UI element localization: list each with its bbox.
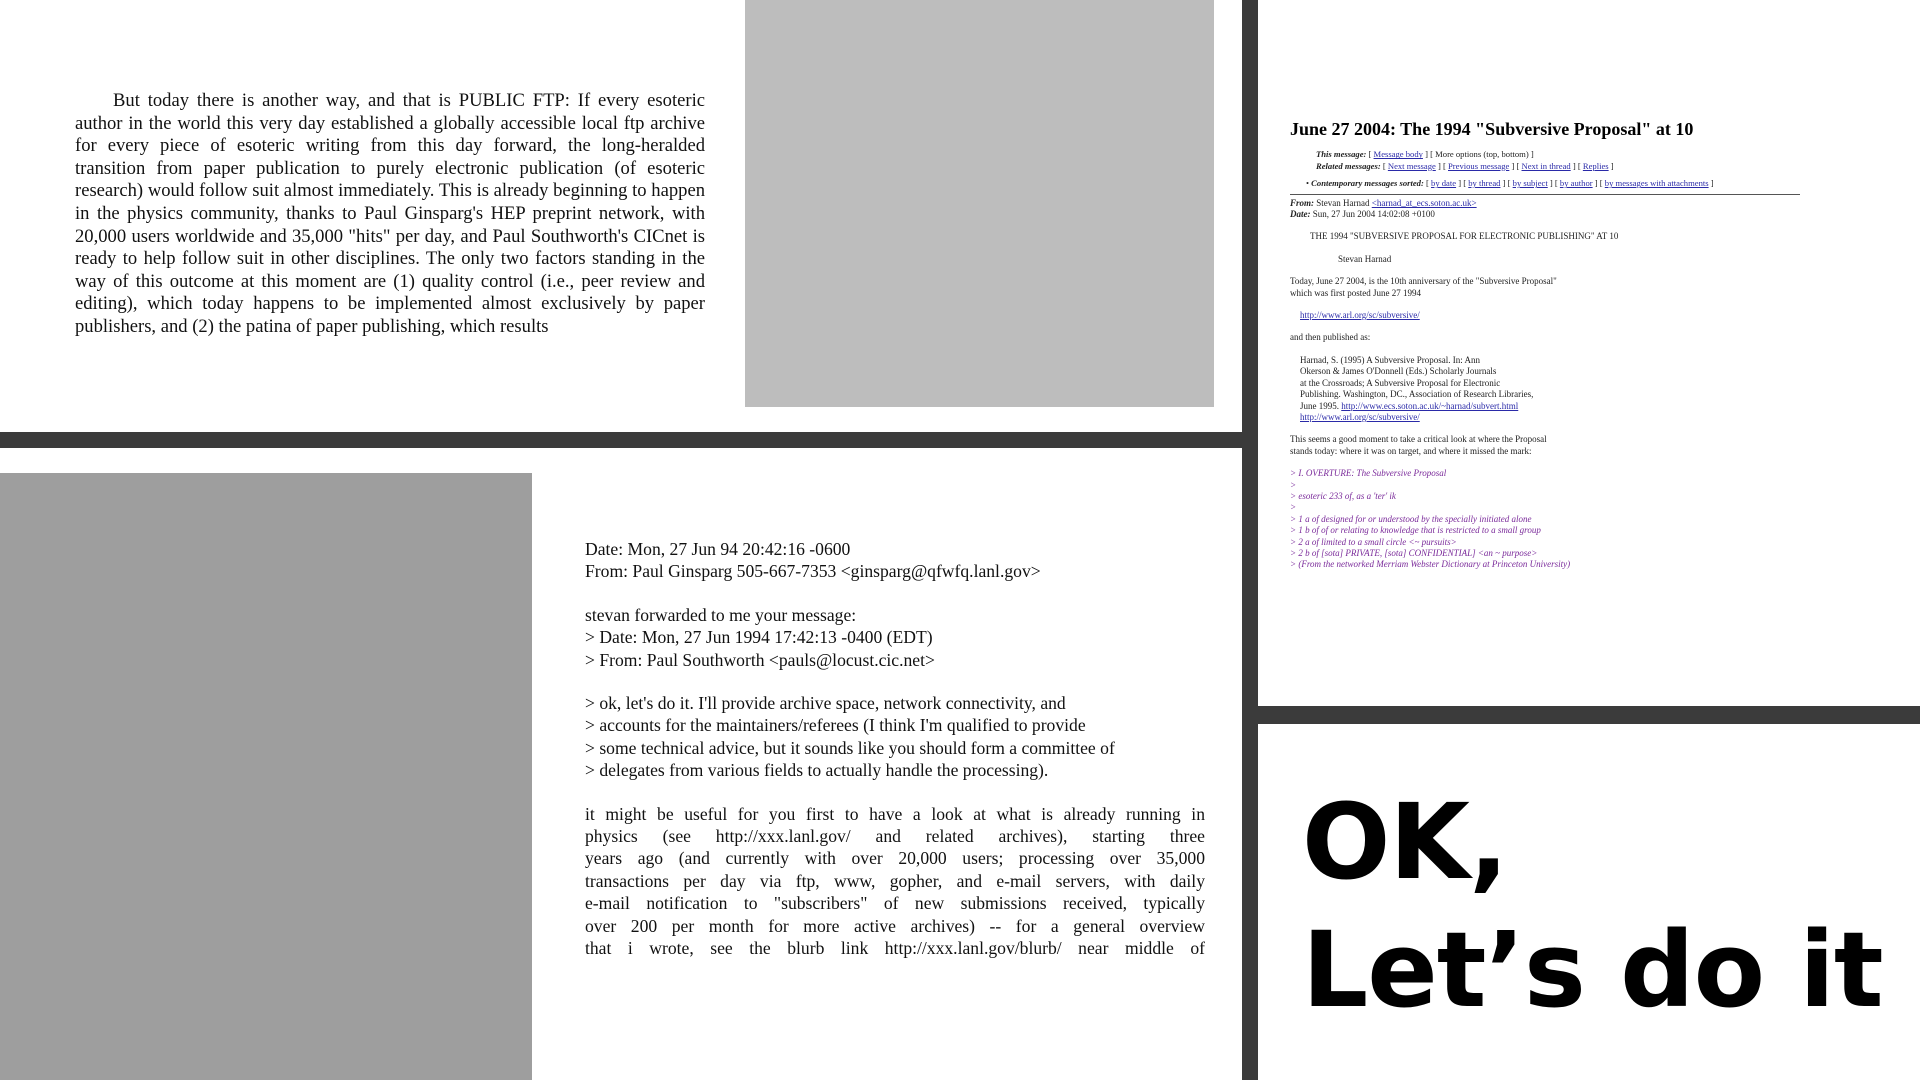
- web-archive-page: [1290, 119, 1810, 571]
- closing-line: This seems a good moment to take a critical look at where the Proposal: [1290, 434, 1547, 445]
- email-line: e-mail notification to "subscribers" of new submissions received, typically: [585, 893, 1205, 914]
- link-replies[interactable]: Replies: [1582, 160, 1609, 171]
- link-by-author[interactable]: by author: [1559, 178, 1593, 189]
- message-author: Stevan Harnad: [1338, 253, 1392, 264]
- closing-line: stands today: where it was on target, and where it missed the mark:: [1290, 445, 1532, 456]
- citation-line: Harnad, S. (1995) A Subversive Proposal. In: Ann: [1300, 354, 1480, 365]
- quoted-line: >: [1290, 479, 1297, 490]
- email-line: > ok, let's do it. I'll provide archive space, network connectivity, and: [585, 693, 1066, 714]
- quoted-line: > I. OVERTURE: The Subversive Proposal: [1290, 468, 1447, 479]
- quoted-line: > esoteric 233 of, as a 'ter' ik: [1290, 490, 1396, 501]
- email-line: > delegates from various fields to actually handle the processing).: [585, 760, 1049, 781]
- related-nav: Related messages: [ Next message ] [ Previous message ] [ Next in thread ] [ Replies ]: [1316, 160, 1614, 171]
- email-line: over 200 per month for more active archives) -- for a general overview: [585, 915, 1205, 936]
- email-scan: [585, 538, 1205, 981]
- gray-block-top: [745, 0, 1214, 407]
- link-by-subject[interactable]: by subject: [1512, 178, 1548, 189]
- slogan-line-1: OK,: [1302, 781, 1508, 903]
- link-subversive-url-2[interactable]: http://www.arl.org/sc/subversive/: [1300, 411, 1420, 422]
- email-line: stevan forwarded to me your message:: [585, 604, 857, 625]
- email-line: > From: Paul Southworth <pauls@locust.cic.net>: [585, 649, 935, 670]
- from-line: From: Stevan Harnad <harnad_at_ecs.soton.ac.uk>: [1290, 197, 1477, 208]
- link-next-message[interactable]: Next message: [1387, 160, 1436, 171]
- email-line: > accounts for the maintainers/referees (I think I'm qualified to provide: [585, 715, 1086, 736]
- web-page-title: June 27 2004: The 1994 "Subversive Proposal" at 10: [1290, 119, 1694, 139]
- nav-label: This message:: [1316, 149, 1367, 160]
- link-citation-url[interactable]: http://www.ecs.soton.ac.uk/~harnad/subvert.html: [1341, 400, 1519, 411]
- email-quote: [585, 692, 1205, 782]
- scan-article-text: [75, 90, 705, 339]
- scan-paragraph: But today there is another way, and that is PUBLIC FTP: If every esoteric author in the world this very day established a globally accessible local ftp archive for every piece of esoteric writing from this day forward, the long-heralded transition from paper publication to purely electronic publication (of esoteric research) would follow suit almost immediately. This is already beginning to happen in the physics community, thanks to Paul Ginsparg's HEP preprint network, with 20,000 users worldwide and 35,000 "hits" per day, and Paul Southworth's CICnet is ready to help follow suit in other disciplines. The only two factors standing in the way of this outcome at this moment are (1) quality control (i.e., peer review and editing), which today happens to be implemented almost exclusively by paper publishers, and (2) the patina of paper publishing, which results: [75, 90, 705, 337]
- link-subversive-url[interactable]: http://www.arl.org/sc/subversive/: [1300, 310, 1420, 321]
- email-body: [585, 803, 1205, 960]
- link-previous-message[interactable]: Previous message: [1448, 160, 1510, 171]
- email-line: that i wrote, see the blurb link http://xxx.lanl.gov/blurb/ near middle of: [585, 938, 1205, 959]
- contemporary-nav: • Contemporary messages sorted: [ by date ] [ by thread ] [ by subject ] [ by author ] [ by messages with attachments ]: [1306, 178, 1714, 189]
- link-by-date[interactable]: by date: [1431, 178, 1457, 189]
- quoted-line: > 2 b of [sota] PRIVATE, [sota] CONFIDENTIAL] <an ~ purpose>: [1290, 547, 1538, 558]
- email-line: From: Paul Ginsparg 505-667-7353 <ginsparg@qfwfq.lanl.gov>: [585, 561, 1041, 582]
- citation-line: Okerson & James O'Donnell (Eds.) Scholarly Journals: [1300, 366, 1497, 377]
- email-header: [585, 538, 1205, 583]
- quoted-line: > 1 a of designed for or understood by the specially initiated alone: [1290, 513, 1532, 524]
- email-forward: [585, 604, 1205, 671]
- email-line: it might be useful for you first to have a look at what is already running in: [585, 803, 1205, 824]
- intro-line: which was first posted June 27 1994: [1290, 287, 1421, 298]
- quoted-line: > (From the networked Merriam Webster Dictionary at Princeton University): [1290, 559, 1571, 570]
- slogan: [1302, 778, 1883, 1034]
- intro-line: Today, June 27 2004, is the 10th anniversary of the "Subversive Proposal": [1290, 276, 1557, 287]
- citation-line: at the Crossroads; A Subversive Proposal for Electronic: [1300, 377, 1501, 388]
- email-line: Date: Mon, 27 Jun 94 20:42:16 -0600: [585, 539, 851, 559]
- divider: [1290, 194, 1800, 195]
- published-line: and then published as:: [1290, 332, 1371, 343]
- link-from-email[interactable]: <harnad_at_ecs.soton.ac.uk>: [1371, 197, 1477, 208]
- email-line: physics (see http://xxx.lanl.gov/ and related archives), starting three: [585, 826, 1205, 847]
- link-message-body[interactable]: Message body: [1373, 149, 1423, 160]
- gray-block-bottom: [0, 473, 532, 1080]
- link-by-attachments[interactable]: by messages with attachments: [1604, 178, 1709, 189]
- quoted-line: > 1 b of of or relating to knowledge that is restricted to a small group: [1290, 525, 1541, 536]
- nav-label: Contemporary messages sorted:: [1311, 178, 1424, 189]
- quoted-line: >: [1290, 502, 1297, 513]
- link-by-thread[interactable]: by thread: [1468, 178, 1501, 189]
- nav-label: Related messages:: [1316, 160, 1381, 171]
- message-heading: THE 1994 "SUBVERSIVE PROPOSAL FOR ELECTRONIC PUBLISHING" AT 10: [1310, 231, 1619, 242]
- link-more-options[interactable]: More options (top, bottom): [1435, 149, 1529, 160]
- slogan-line-2: Let’s do it: [1302, 909, 1883, 1031]
- message-nav: This message: [ Message body ] [ More options (top, bottom) ]: [1316, 149, 1534, 160]
- email-line: > Date: Mon, 27 Jun 1994 17:42:13 -0400 (EDT): [585, 627, 933, 648]
- email-line: years ago (and currently with over 20,000 users; processing over 35,000: [585, 848, 1205, 869]
- citation-line: Publishing. Washington, DC., Association of Research Libraries,: [1300, 389, 1534, 400]
- email-line: > some technical advice, but it sounds like you should form a committee of: [585, 737, 1115, 758]
- quoted-line: > 2 a of limited to a small circle <~ pursuits>: [1290, 536, 1457, 547]
- date-line: Date: Sun, 27 Jun 2004 14:02:08 +0100: [1290, 209, 1435, 220]
- email-line: transactions per day via ftp, www, gopher, and e-mail servers, with daily: [585, 870, 1205, 891]
- citation-line: June 1995. http://www.ecs.soton.ac.uk/~harnad/subvert.html: [1300, 400, 1519, 411]
- link-next-in-thread[interactable]: Next in thread: [1521, 160, 1571, 171]
